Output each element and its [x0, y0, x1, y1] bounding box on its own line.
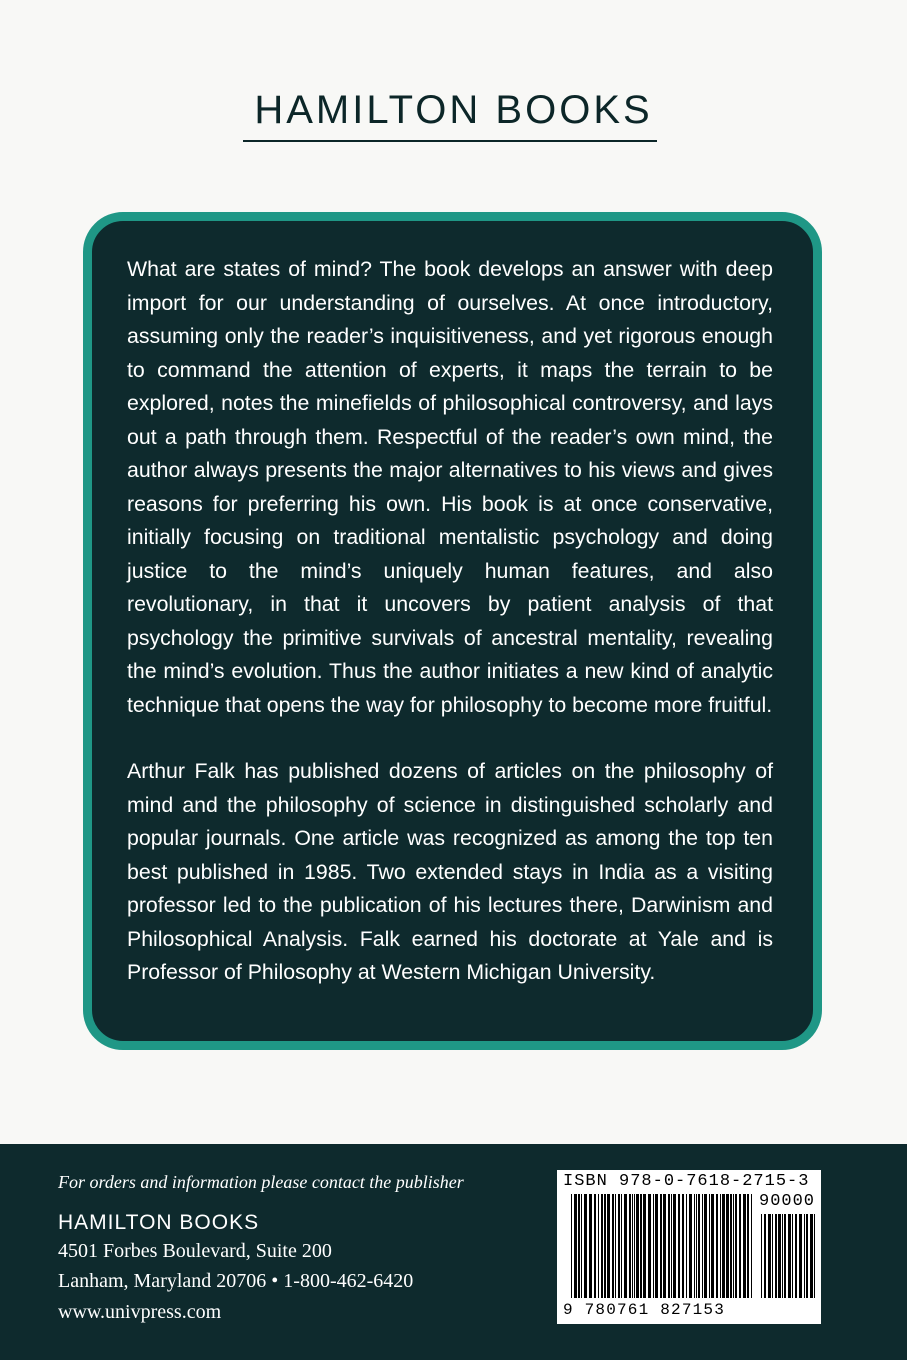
barcode-bar — [581, 1194, 582, 1298]
barcode-bar — [621, 1194, 622, 1298]
title-underline — [243, 140, 657, 142]
barcode-bar — [702, 1194, 703, 1298]
orders-note: For orders and information please contact the publisher — [58, 1172, 464, 1192]
barcode-bar — [686, 1194, 687, 1298]
blurb-text — [127, 253, 773, 990]
barcode-bar — [660, 1194, 662, 1298]
barcode-bar — [799, 1214, 802, 1298]
barcode-bar — [764, 1214, 766, 1298]
barcode-bar — [814, 1214, 815, 1298]
barcode-bar — [636, 1194, 639, 1298]
barcode-bar — [632, 1194, 633, 1298]
barcode-bar — [726, 1194, 729, 1298]
address-line-2: Lanham, Maryland 20706 • 1-800-462-6420 — [58, 1270, 414, 1292]
barcode-bar — [739, 1194, 741, 1298]
barcode-box — [557, 1170, 821, 1324]
barcode-bar — [682, 1194, 684, 1298]
barcode-bar — [709, 1194, 710, 1298]
barcode-bar — [648, 1194, 651, 1298]
barcode-bar — [673, 1194, 676, 1298]
barcode-bar — [716, 1194, 718, 1298]
author-bio: Arthur Falk has published dozens of articles on the philosophy of mind and the philosophy of science in distinguished scholarly and popular journals. One article was recognized as among the top ten best published in 1985. Two extended stays in India as a visiting professor led to the publication of his lectures there, Darwinism and Philosophical Analysis. Falk earned his doctorate at Yale and is Professor of Philosophy at Western Michigan University. — [127, 759, 773, 984]
barcode-digits: 9 780761 827153 — [563, 1301, 726, 1319]
barcode-bar — [574, 1194, 577, 1298]
publisher-title: HAMILTON BOOKS — [254, 88, 653, 132]
isbn-label: ISBN 978-0-7618-2715-3 — [563, 1172, 810, 1191]
barcode-bar — [722, 1194, 725, 1298]
barcode-bar — [782, 1214, 783, 1298]
ean-barcode — [571, 1194, 752, 1298]
website-link[interactable]: www.univpress.com — [58, 1301, 222, 1323]
barcode-bar — [624, 1194, 627, 1298]
barcode-bar — [689, 1194, 692, 1298]
barcode-bar — [615, 1194, 616, 1298]
barcode-bar — [678, 1194, 680, 1298]
addon-barcode — [761, 1214, 815, 1298]
barcode-bar — [810, 1214, 813, 1298]
barcode-bar — [604, 1194, 606, 1298]
book-description: What are states of mind? The book develops an answer with deep import for our understanding of ourselves. At once introductory, assuming only the reader’s inquisitiveness, and yet rigorous enough to command the attention of experts, it maps the terrain to be explored, notes the minefields of philosophical controversy, and lays out a path through them. Respectful of the reader’s own mind, the author always presents the major alternatives to his views and gives reasons for preferring his own. His book is at once conservative, initially focusing on traditional mentalistic psychology and doing justice to the mind’s uniquely human features, and also revolutionary, in that it uncovers by patient analysis of that psychology the primitive survivals of ancestral mentality, revealing the mind’s evolution. Thus the author initiates a new kind of analytic technique that opens the way for philosophy to become more fruitful. — [127, 257, 773, 717]
barcode-bar — [788, 1214, 791, 1298]
barcode-bar — [747, 1194, 749, 1298]
barcode-bar — [634, 1194, 635, 1298]
barcode-bar — [671, 1194, 672, 1298]
barcode-bar — [751, 1194, 752, 1298]
barcode-bar — [806, 1214, 808, 1298]
barcode-bar — [775, 1214, 777, 1298]
barcode-bar — [694, 1194, 695, 1298]
barcode-bar — [655, 1194, 658, 1298]
barcode-bar — [598, 1194, 599, 1298]
barcode-bar — [778, 1214, 781, 1298]
barcode-bar — [594, 1194, 596, 1298]
barcode-bar — [629, 1194, 631, 1298]
barcode-bar — [584, 1194, 587, 1298]
barcode-bar — [792, 1214, 793, 1298]
barcode-bar — [668, 1194, 670, 1298]
barcode-bar — [804, 1214, 805, 1298]
barcode-bar — [735, 1194, 737, 1298]
barcode-bar — [795, 1214, 797, 1298]
barcode-bar — [711, 1194, 714, 1298]
address-line-1: 4501 Forbes Boulevard, Suite 200 — [58, 1240, 332, 1262]
barcode-bar — [612, 1194, 614, 1298]
barcode-bar — [743, 1194, 746, 1298]
barcode-bar — [704, 1194, 707, 1298]
barcode-bar — [601, 1194, 603, 1298]
barcode-bar — [607, 1194, 610, 1298]
barcode-bar — [784, 1214, 786, 1298]
barcode-bar — [653, 1194, 654, 1298]
barcode-bar — [578, 1194, 580, 1298]
barcode-bar — [720, 1194, 721, 1298]
footer-publisher-name: HAMILTON BOOKS — [58, 1211, 260, 1234]
barcode-bar — [772, 1214, 773, 1298]
barcode-bar — [663, 1194, 666, 1298]
barcode-bar — [571, 1194, 572, 1298]
barcode-bar — [589, 1194, 592, 1298]
barcode-bar — [730, 1194, 732, 1298]
barcode-bar — [698, 1194, 700, 1298]
barcode-bar — [618, 1194, 620, 1298]
barcode-bar — [733, 1194, 734, 1298]
barcode-bar — [696, 1194, 697, 1298]
barcode-bar — [640, 1194, 642, 1298]
price-addon: 90000 — [759, 1192, 816, 1211]
barcode-bar — [761, 1214, 762, 1298]
barcode-bar — [643, 1194, 646, 1298]
barcode-bar — [768, 1214, 771, 1298]
